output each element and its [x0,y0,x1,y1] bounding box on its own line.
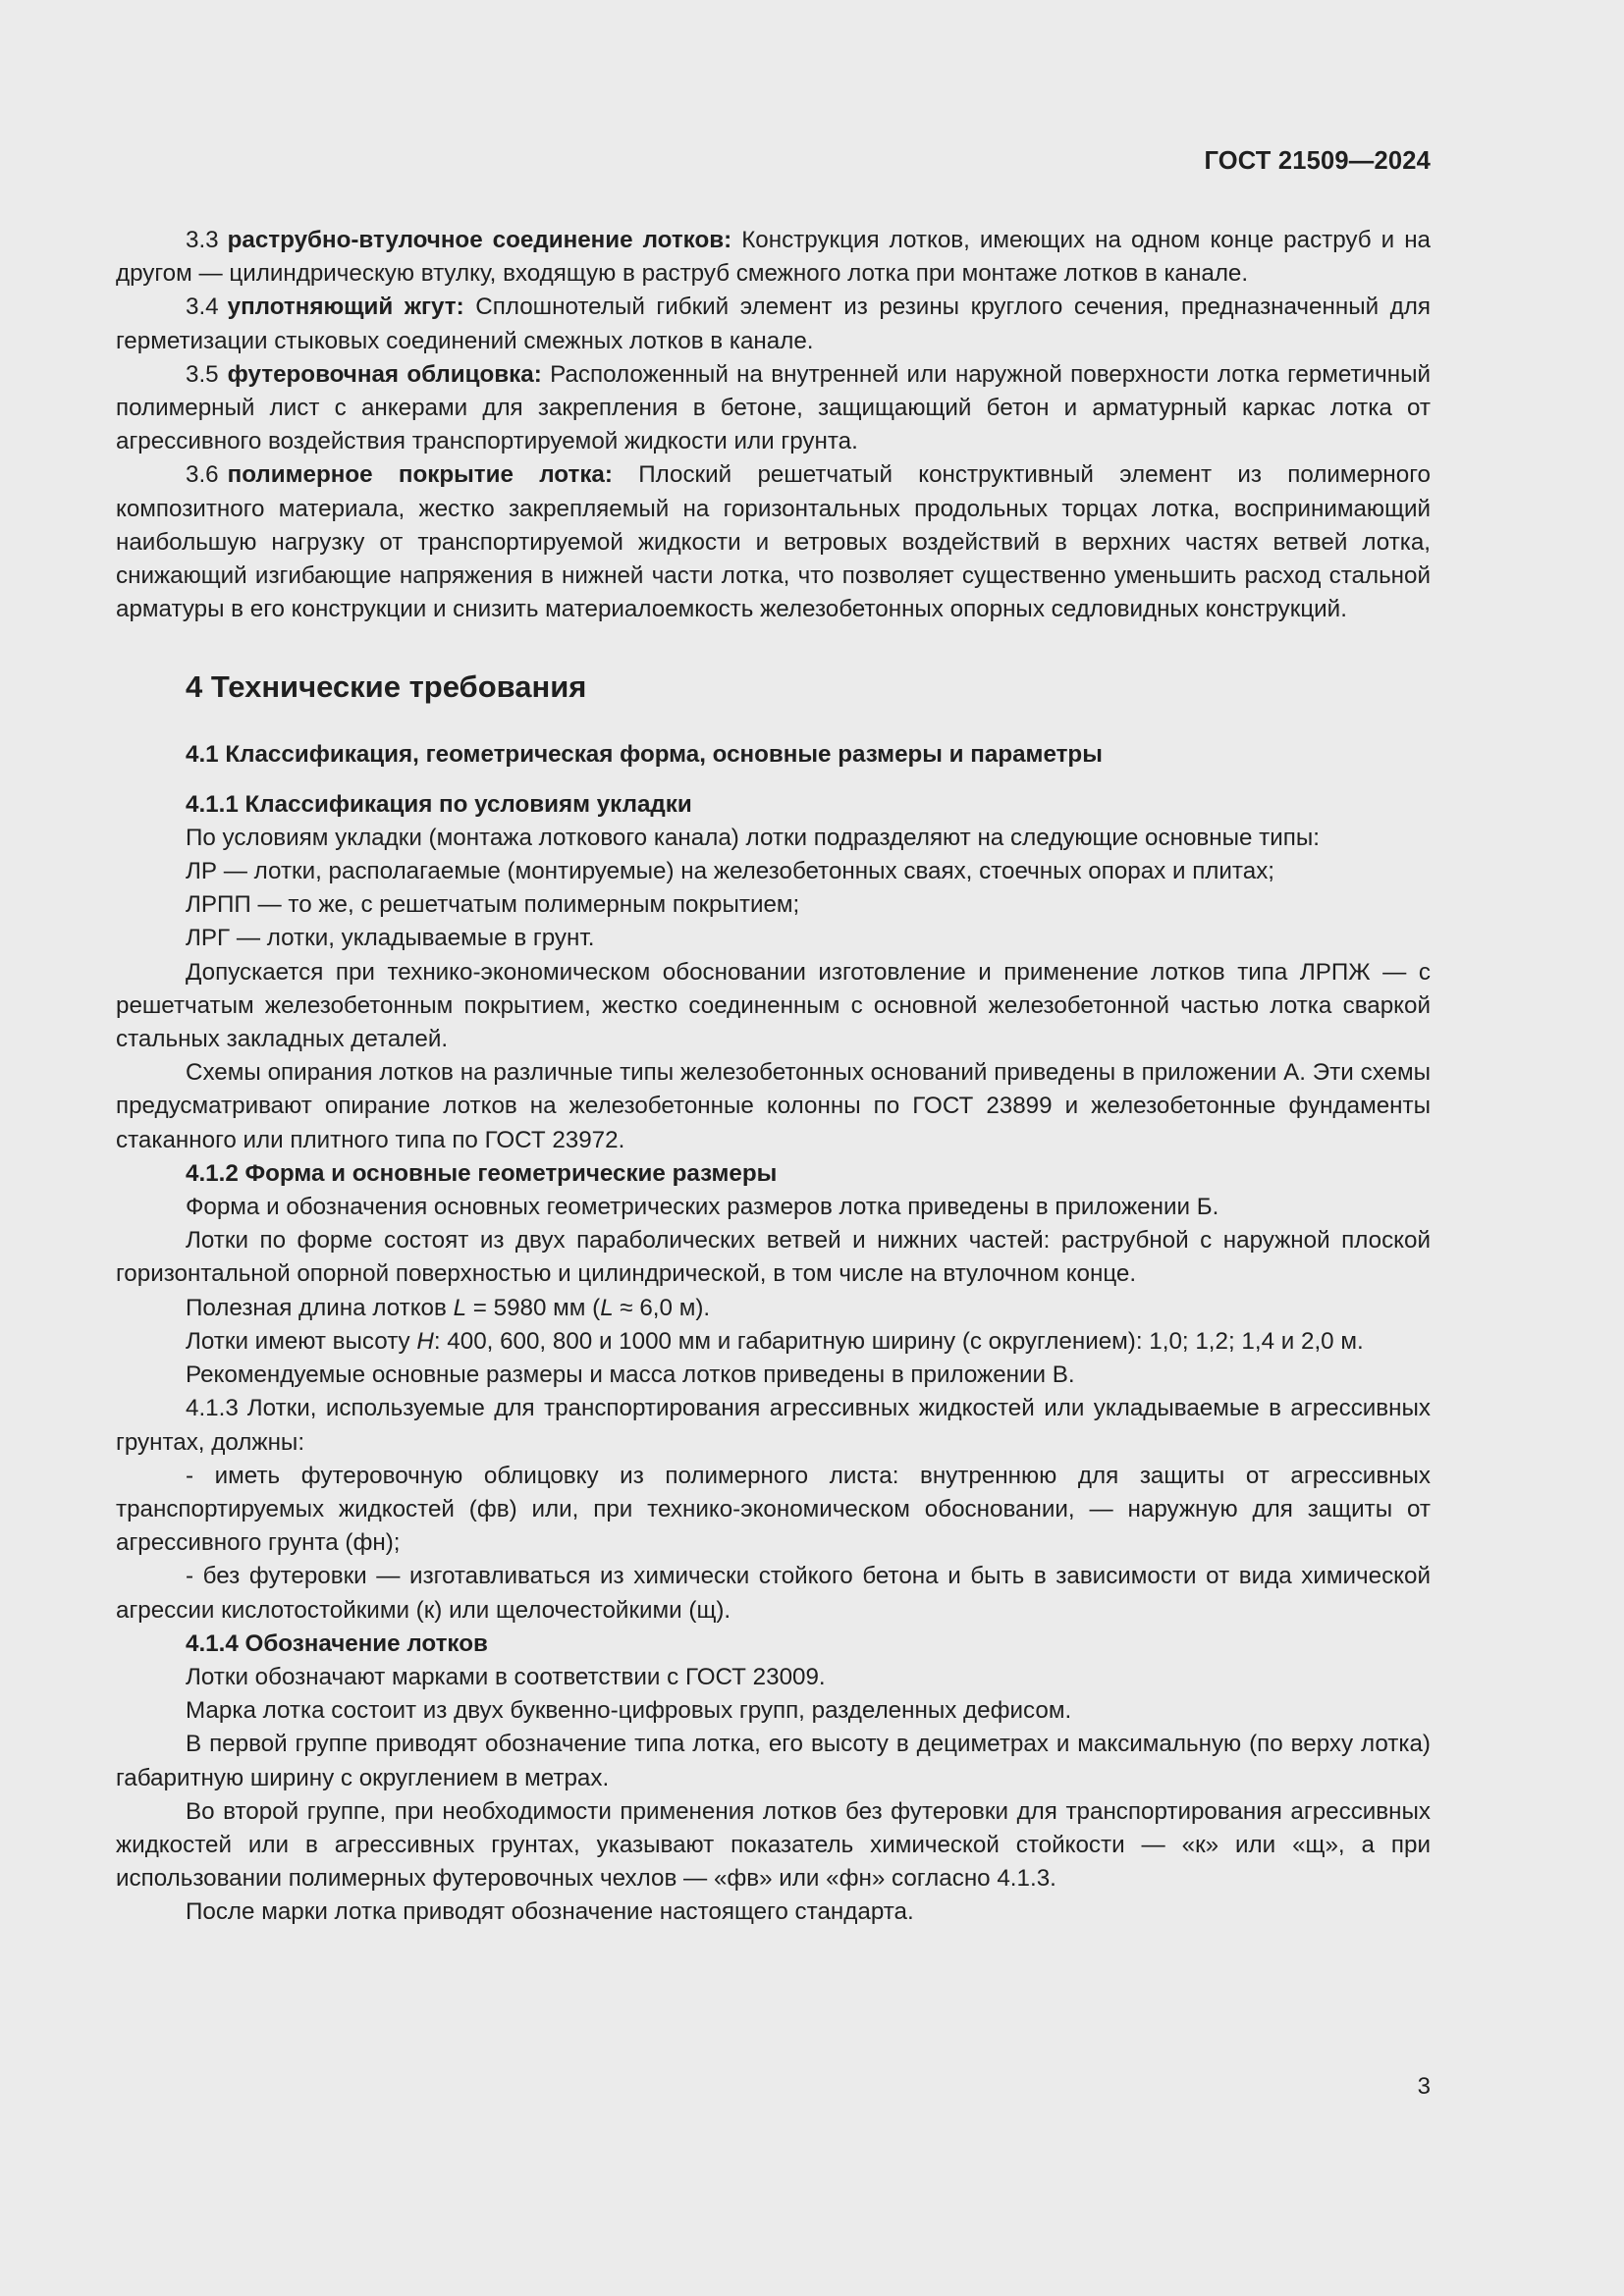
term-definition: Плоский решетчатый конструктивный элемент из полимерного композитного материала, жестко закрепляемый на горизонтальных продольных торцах лотка, воспринимающий наибольшую нагрузку от транспортируемой жидкости и ветровых воздействий в верхних частях ветвей лотка, снижающий изгибающие напряжения в нижней части лотка, что позволяет существенно уменьшить расход стальной арматуры в его конструкции и снизить материалоемкость железобетонных опорных седловидных конструкций. [116,461,1431,623]
useful-length-paragraph [116,1292,1431,1325]
section-4-1-2-heading: 4.1.2 Форма и основные геометрические размеры [186,1159,778,1187]
type-lrg-item: ЛРГ — лотки, укладываемые в грунт. [186,925,595,952]
paragraph: Лотки по форме состоят из двух параболических ветвей и нижних частей: раструбной с наружной плоской горизонтальной опорной поверхностью и цилиндрической, в том числе на втулочном конце. [116,1227,1431,1288]
paragraph: Допускается при технико-экономическом обосновании изготовление и применение лотков типа ЛРПЖ — с решетчатым железобетонным покрытием, жестко соединенным с основной железобетонной частью лотка сваркой стальных закладных деталей. [116,958,1431,1053]
section-4-1-3-paragraph [116,1392,1431,1459]
symbol-L: L [453,1294,467,1321]
text-fragment: = 5980 мм ( [466,1294,601,1321]
height-paragraph [116,1325,1431,1359]
type-lrpp-item: ЛРПП — то же, с решетчатым полимерным покрытием; [186,891,800,919]
document-header-code: ГОСТ 21509—2024 [1204,147,1431,175]
term-number: 3.4 [186,294,219,321]
list-item: - иметь футеровочную облицовку из полимерного листа: внутреннюю для защиты от агрессивных транспортируемых жидкостей (фв) или, при технико-экономическом обосновании, — наружную для защиты от агрессивного грунта (фн); [116,1462,1431,1557]
document-body [116,224,1431,1930]
section-4-1-1-heading: 4.1.1 Классификация по условиям укладки [186,790,692,818]
type-lr-item: ЛР — лотки, располагаемые (монтируемые) на железобетонных сваях, стоечных опорах и плитах; [186,858,1275,885]
term-3-6 [116,458,1431,626]
term-number: 3.6 [186,461,219,489]
term-name: уплотняющий жгут: [227,294,464,321]
term-name: раструбно-втулочное соединение лотков: [227,227,732,253]
symbol-H: H [416,1327,434,1355]
clause-number: 4.1.3 [186,1395,239,1422]
section-4-1-4-heading: 4.1.4 Обозначение лотков [186,1629,488,1657]
section-4-heading: 4 Технические требования [186,669,587,705]
text-fragment: Лотки имеют высоту [186,1327,417,1355]
paragraph: Во второй группе, при необходимости применения лотков без футеровки для транспортирования агрессивных жидкостей или в агрессивных грунтах, указывают показатель химической стойкости — «к» или «щ», а при использовании полимерных футеровочных чехлов — «фв» или «фн» согласно 4.1.3. [116,1797,1431,1893]
term-3-4 [116,291,1431,357]
text-fragment: Лотки, используемые для транспортирования агрессивных жидкостей или укладываемые в агрессивных грунтах, должны: [116,1395,1431,1456]
term-number: 3.5 [186,360,219,388]
paragraph: По условиям укладки (монтажа лоткового канала) лотки подразделяют на следующие основные типы: [186,824,1320,851]
text-fragment: ≈ 6,0 м). [613,1294,711,1321]
paragraph: Рекомендуемые основные размеры и масса лотков приведены в приложении В. [186,1362,1075,1389]
paragraph: Лотки обозначают марками в соответствии с ГОСТ 23009. [186,1663,826,1690]
paragraph: После марки лотка приводят обозначение настоящего стандарта. [186,1898,914,1926]
term-definition: Сплошнотелый гибкий элемент из резины круглого сечения, предназначенный для герметизации стыковых соединений смежных лотков в канале. [116,294,1431,354]
symbol-L: L [600,1294,614,1321]
term-name: футеровочная облицовка: [227,360,542,388]
text-fragment: Полезная длина лотков [186,1294,454,1321]
term-number: 3.3 [186,227,219,253]
paragraph: В первой группе приводят обозначение типа лотка, его высоту в дециметрах и максимальную (по верху лотка) габаритную ширину с округлением в метрах. [116,1731,1431,1791]
term-definition: Расположенный на внутренней или наружной поверхности лотка герметичный полимерный лист с анкерами для закрепления в бетоне, защищающий бетон и арматурный каркас лотка от агрессивного воздействия транспортируемой жидкости или грунта. [116,360,1431,455]
paragraph: Форма и обозначения основных геометрических размеров лотка приведены в приложении Б. [186,1194,1219,1221]
term-name: полимерное покрытие лотка: [227,461,613,489]
list-item: - без футеровки — изготавливаться из химически стойкого бетона и быть в зависимости от вида химической агрессии кислотостойкими (к) или щелочестойкими (щ). [116,1563,1431,1624]
term-3-3 [116,224,1431,291]
term-3-5 [116,358,1431,459]
term-definition: Конструкция лотков, имеющих на одном конце раструб и на другом — цилиндрическую втулку, входящую в раструб смежного лотка при монтаже лотков в канале. [116,227,1432,288]
page-number: 3 [1417,2073,1431,2100]
text-fragment: : 400, 600, 800 и 1000 мм и габаритную ширину (с округлением): 1,0; 1,2; 1,4 и 2,0 м. [433,1327,1364,1355]
paragraph: Марка лотка состоит из двух буквенно-цифровых групп, разделенных дефисом. [186,1697,1072,1725]
section-4-1-heading: 4.1 Классификация, геометрическая форма, основные размеры и параметры [186,741,1103,769]
paragraph: Схемы опирания лотков на различные типы железобетонных оснований приведены в приложении А. Эти схемы предусматривают опирание лотков на железобетонные колонны по ГОСТ 23899 и железобетонные фундаменты стаканного или плитного типа по ГОСТ 23972. [116,1059,1431,1153]
